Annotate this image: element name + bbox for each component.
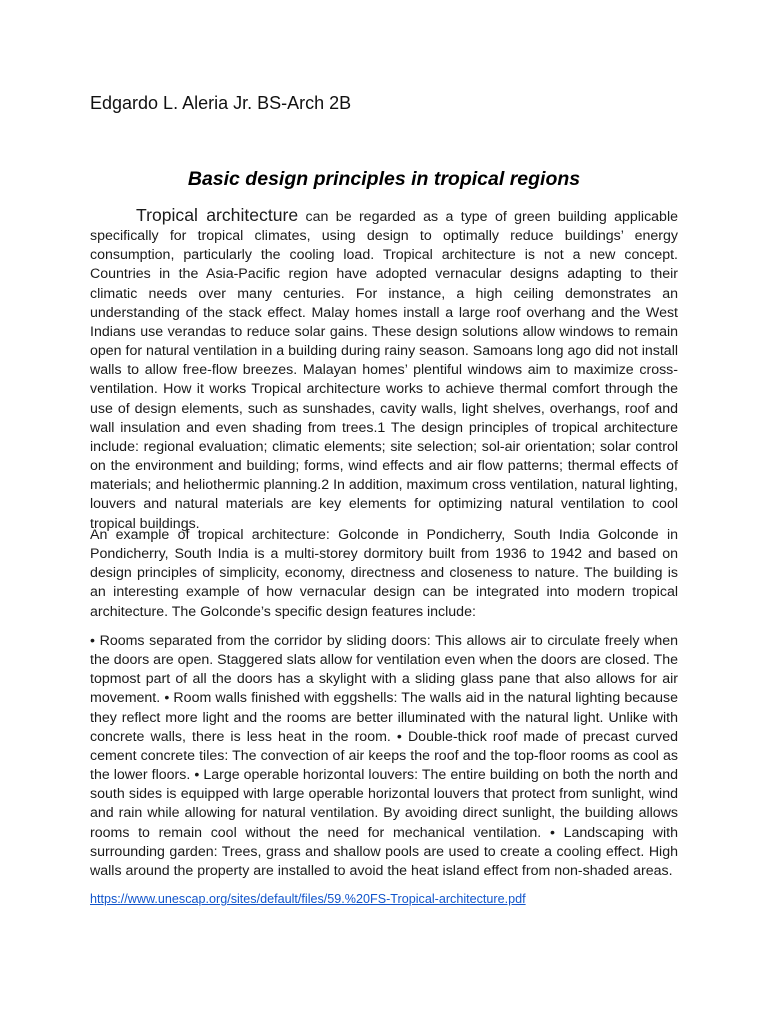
body-paragraph-intro	[90, 206, 678, 534]
document-title: Basic design principles in tropical regions	[187, 168, 581, 190]
intro-paragraph-text: can be regarded as a type of green building applicable specifically for tropical climates, using design to optimally reduce buildings’ energy consumption, particularly the cooling load. Tropical architecture is not a new concept. Countries in the Asia-Pacific region have adopted vernacular designs adapting to their climatic needs over many centuries. For instance, a high ceiling demonstrates an understanding of the stack effect. Malay homes install a large roof overhang and the West Indians use verandas to reduce solar gains. These design solutions allow windows to remain open for natural ventilation in a building during rainy season. Samoans long ago did not install walls to allow free-flow breezes. Malayan homes’ plentiful windows aim to maximize cross-ventilation. How it works Tropical architecture works to achieve thermal comfort through the use of design elements, such as sunshades, cavity walls, light shelves, overhangs, roof and wall insulation and even shading from trees.1 The design principles of tropical architecture include: regional evaluation; climatic elements; site selection; sol-air orientation; solar control on the environment and building; forms, wind effects and air flow patterns; thermal effects of materials; and heliothermic planning.2 In addition, maximum cross ventilation, natural lighting, louvers and natural materials are key elements for optimizing natural ventilation to cool tropical buildings.	[90, 209, 678, 532]
body-paragraph-golconde: An example of tropical architecture: Golconde in Pondicherry, South India Golconde in Pondicherry, South India is a multi-storey dormitory built from 1936 to 1942 and based on design principles of simplicity, economy, directness and closeness to nature. The building is an interesting example of how vernacular design can be integrated into modern tropical architecture. The Golconde’s specific design features include:	[90, 527, 678, 620]
body-paragraph-design-features: • Rooms separated from the corridor by sliding doors: This allows air to circulate freely when the doors are open. Staggered slats allow for ventilation even when the doors are closed. The topmost part of all the doors has a skylight with a sliding glass pane that also allows for air movement. • Room walls finished with eggshells: The walls aid in the natural lighting because they reflect more light and the rooms are better illuminated with the natural light. Unlike with concrete walls, there is less heat in the room. • Double-thick roof made of precast curved cement concrete tiles: The convection of air keeps the roof and the top-floor rooms as cool as the lower floors. • Large operable horizontal louvers: The entire building on both the north and south sides is equipped with large operable horizontal louvers that protect from sunlight, wind and rain while allowing for natural ventilation. By avoiding direct sunlight, the building allows rooms to remain cool without the need for mechanical ventilation. • Landscaping with surrounding garden: Trees, grass and shallow pools are used to create a cooling effect. High walls around the property are installed to avoid the heat island effect from non-shaded areas.	[90, 633, 678, 879]
intro-lead-phrase: Tropical architecture	[136, 205, 299, 225]
author-line: Edgardo L. Aleria Jr. BS-Arch 2B	[90, 93, 352, 113]
reference-link[interactable]: https://www.unescap.org/sites/default/files/59.%20FS-Tropical-architecture.pdf	[90, 892, 526, 906]
